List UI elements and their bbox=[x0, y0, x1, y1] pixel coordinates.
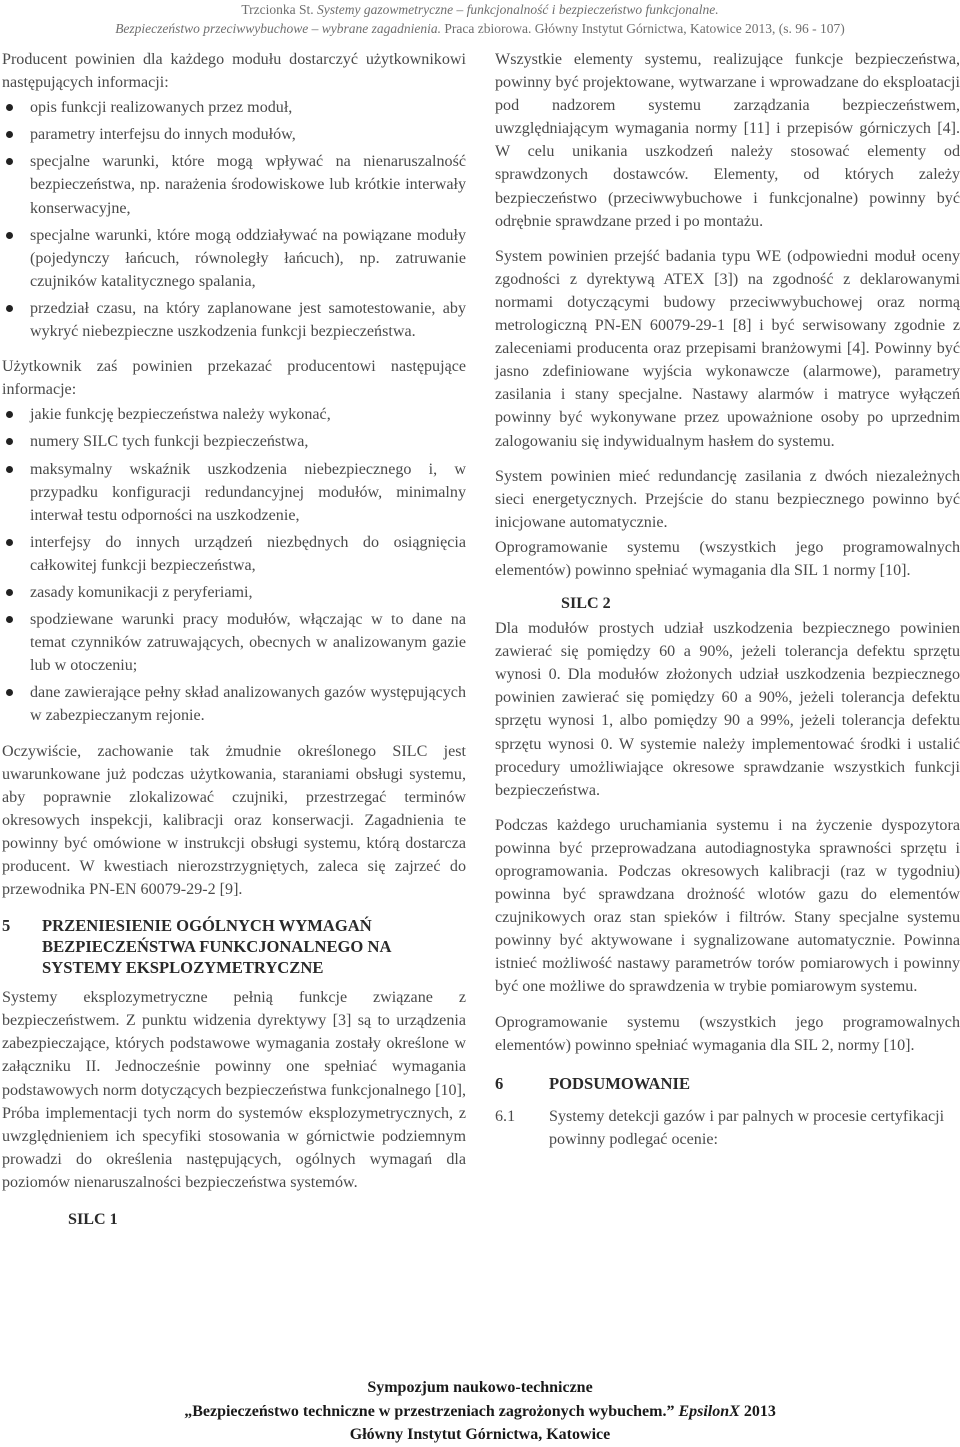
list-item: parametry interfejsu do innych modułów, bbox=[2, 123, 466, 146]
paragraph-autodiagnostyka: Podczas każdego uruchamiania systemu i na życzenie dyspozytora powinna być przeprowadzana autodiagnostyka sprawności sprzętu i oprogramowania. Podczas okresowych kalibracji (raz w tygodniu) powinna być sprawdzana drożność wlotów gazu do elementów czujnikowych oraz stan spieków i filtrów. Stany specjalne systemu powinny być aktywowane i sygnalizowane automatycznie. Powinna istnieć możliwość nastawy parametrów torów pomiarowych i powinny być one możliwe do sprawdzenia w trybie pomiarowym systemu. bbox=[495, 816, 960, 996]
silc1-heading: SILC 1 bbox=[68, 1211, 118, 1229]
footer-event-title: „Bezpieczeństwo techniczne w przestrzeniach zagrożonych wybuchem.” bbox=[184, 1402, 679, 1420]
right-column bbox=[495, 48, 960, 1151]
item-number: 6.1 bbox=[495, 1107, 516, 1125]
paragraph-oczywiscie: Oczywiście, zachowanie tak żmudnie określonego SILC jest uwarunkowane już podczas użytkowania, staraniami obsługi systemu, aby poprawnie zlokalizować czujniki, przestrzegać terminów okresowych inspekcji, kalibracji oraz konserwacji. Zagadnienia te powinny być omówione w instrukcji obsługi systemu, którą dostarcza producent. W kwestiach nierozstrzygniętych, zaleca się zajrzeć do przewodnika PN-EN 60079-29-2 [9]. bbox=[2, 742, 466, 899]
list-item: specjalne warunki, które mogą oddziaływać na powiązane moduły (pojedynczy łańcuch, równoległy łańcuch), np. zatruwanie czujników katalitycznego spalania, bbox=[2, 224, 466, 293]
list-item: spodziewane warunki pracy modułów, włączając w to dane na temat czynników zatruwających, obecnych w analizowanym gazie lub w otoczeniu; bbox=[2, 608, 466, 677]
footer-year: 2013 bbox=[739, 1402, 776, 1420]
citation-line-1 bbox=[0, 0, 960, 19]
footer-brand: EpsilonX bbox=[678, 1402, 740, 1420]
numbered-item-6-1 bbox=[495, 1105, 960, 1151]
citation-book: Bezpieczeństwo przeciwwybuchowe – wybrane zagadnienia. bbox=[115, 21, 442, 36]
item-text: Systemy detekcji gazów i par palnych w procesie certyfikacji powinny podlegać ocenie: bbox=[549, 1107, 945, 1148]
citation-author: Trzcionka St. bbox=[241, 2, 318, 17]
list-item: opis funkcji realizowanych przez moduł, bbox=[2, 96, 466, 119]
paragraph-moduly: Dla modułów prostych udział uszkodzenia bezpiecznego powinien zawierać się pomiędzy 60 a 90%, jeżeli tolerancja defektu sprzętu wynosi 0. Dla modułów złożonych udział uszkodzenia bezpiecznego powinien zawierać się pomiędzy 60 a 90%, jeżeli tolerancja defektu sprzętu wynosi 1, albo pomiędzy 90 a 99%, jeżeli tolerancja defektu sprzętu wynosi 0. W systemie należy implementować środki i ustalić procedury umożliwiające okresowe sprawdzanie wszystkich funkcji bezpieczeństwa. bbox=[495, 620, 960, 799]
user-intro: Użytkownik zaś powinien przekazać producentowi następujące informacje: bbox=[2, 358, 466, 399]
page-footer bbox=[0, 1376, 960, 1447]
section-title: PRZENIESIENIE OGÓLNYCH WYMAGAŃ BEZPIECZEŃSTWA FUNKCJONALNEGO NA SYSTEMY EKSPLOZYMETRYCZNE bbox=[42, 916, 391, 978]
section-number: 5 bbox=[2, 916, 11, 936]
citation-title: Systemy gazowmetryczne – funkcjonalność i bezpieczeństwo funkcjonalne. bbox=[317, 2, 719, 17]
list-item: jakie funkcję bezpieczeństwa należy wykonać, bbox=[2, 403, 466, 426]
citation-publisher: Praca zbiorowa. Główny Instytut Górnictwa, Katowice 2013, (s. 96 - 107) bbox=[441, 21, 845, 36]
list-item: numery SILC tych funkcji bezpieczeństwa, bbox=[2, 430, 466, 453]
list-item: maksymalny wskaźnik uszkodzenia niebezpiecznego i, w przypadku konfiguracji redundancyjnej modułów, minimalny interwał testu odporności na uszkodzenie, bbox=[2, 458, 466, 527]
producer-intro: Producent powinien dla każdego modułu dostarczyć użytkownikowi następujących informacji: bbox=[2, 51, 466, 92]
footer-line-3: Główny Instytut Górnictwa, Katowice bbox=[349, 1426, 611, 1443]
paragraph-badania: System powinien przejść badania typu WE (odpowiedni moduł oceny zgodności z dyrektywą ATEX [3]) na zgodność z deklarowanymi normami dotyczącymi budowy przeciwwybuchowej oraz normą metrologiczną PN-EN 60079-29-1 [8] i być serwisowany zgodnie z zaleceniami producenta oraz przepisami branżowymi [4]. Powinny być jasno zdefiniowane wyjścia wykonawcze (alarmowe), parametry zasilania i stany specjalne. Nastawy alarmów i matryce wyłączeń powinny być wykonywane przez upoważnione osoby po uprzednim zalogowaniu się indywidualnym hasłem do systemu. bbox=[495, 247, 960, 450]
user-info-list bbox=[2, 403, 466, 727]
paragraph-systemy: Systemy eksplozymetryczne pełnią funkcje związane z bezpieczeństwem. Z punktu widzenia dyrektywy [3] są to urządzenia zabezpieczające, których podstawowe wymagania zostały określone w załączniku II. Jednocześnie powinny one spełniać wymagania podstawowych norm dotyczących bezpieczeństwa funkcjonalnego [10], Próba implementacji tych norm do systemów eksplozymetrycznych, z uwzględnieniem ich specyfiki stosowania w górnictwie podziemnym prowadzi do określenia następujących, ogólnych wymagań dla poziomów nienaruszalności bezpieczeństwa systemów. bbox=[2, 989, 466, 1191]
paragraph-elementy: Wszystkie elementy systemu, realizujące funkcje bezpieczeństwa, powinny być projektowane, wytwarzane i wprowadzane do eksploatacji pod nadzorem systemu zarządzania bezpieczeństwem, uwzględniającym wymagania normy [11] i przepisów górniczych [4]. W celu unikania uszkodzeń należy stosować elementy od sprawdzonych dostawców. Elementy, od których zależy bezpieczeństwo (przeciwwybuchowe i funkcjonalne) powinny być odrębnie sprawdzane przed i po montażu. bbox=[495, 51, 960, 230]
left-column bbox=[2, 48, 466, 1231]
list-item: interfejsy do innych urządzeń niezbędnych do osiągnięcia całkowitej funkcji bezpieczeństwa, bbox=[2, 531, 466, 577]
footer-line-2 bbox=[0, 1400, 960, 1424]
footer-line-1: Sympozjum naukowo-techniczne bbox=[367, 1379, 593, 1396]
list-item: specjalne warunki, które mogą wpływać na nienaruszalność bezpieczeństwa, np. narażenia środowiskowe lub krótkie interwały konserwacyjne, bbox=[2, 150, 466, 219]
paragraph-oprogramowanie-sil2: Oprogramowanie systemu (wszystkich jego programowalnych elementów) powinno spełniać wymagania dla SIL 2, normy [10]. bbox=[495, 1013, 960, 1054]
section-number: 6 bbox=[495, 1073, 504, 1093]
citation-line-2 bbox=[0, 19, 960, 38]
list-item: dane zawierające pełny skład analizowanych gazów występujących w zabezpieczanym rejonie. bbox=[2, 681, 466, 727]
section-title: PODSUMOWANIE bbox=[549, 1073, 691, 1093]
paragraph-redundancja: System powinien mieć redundancję zasilania z dwóch niezależnych sieci energetycznych. Przejście do stanu bezpiecznego powinno być inicjowane automatycznie. bbox=[495, 467, 960, 531]
list-item: zasady komunikacji z peryferiami, bbox=[2, 581, 466, 604]
silc2-heading: SILC 2 bbox=[561, 595, 611, 613]
section-6-heading bbox=[495, 1073, 960, 1095]
section-5-heading bbox=[2, 915, 466, 978]
page-header bbox=[0, 0, 960, 44]
producer-info-list bbox=[2, 96, 466, 343]
list-item: przedział czasu, na który zaplanowane jest samotestowanie, aby wykryć niebezpieczne uszkodzenia funkcji bezpieczeństwa. bbox=[2, 297, 466, 343]
paragraph-oprogramowanie-sil1: Oprogramowanie systemu (wszystkich jego programowalnych elementów) powinno spełniać wymagania dla SIL 1 normy [10]. bbox=[495, 538, 960, 579]
